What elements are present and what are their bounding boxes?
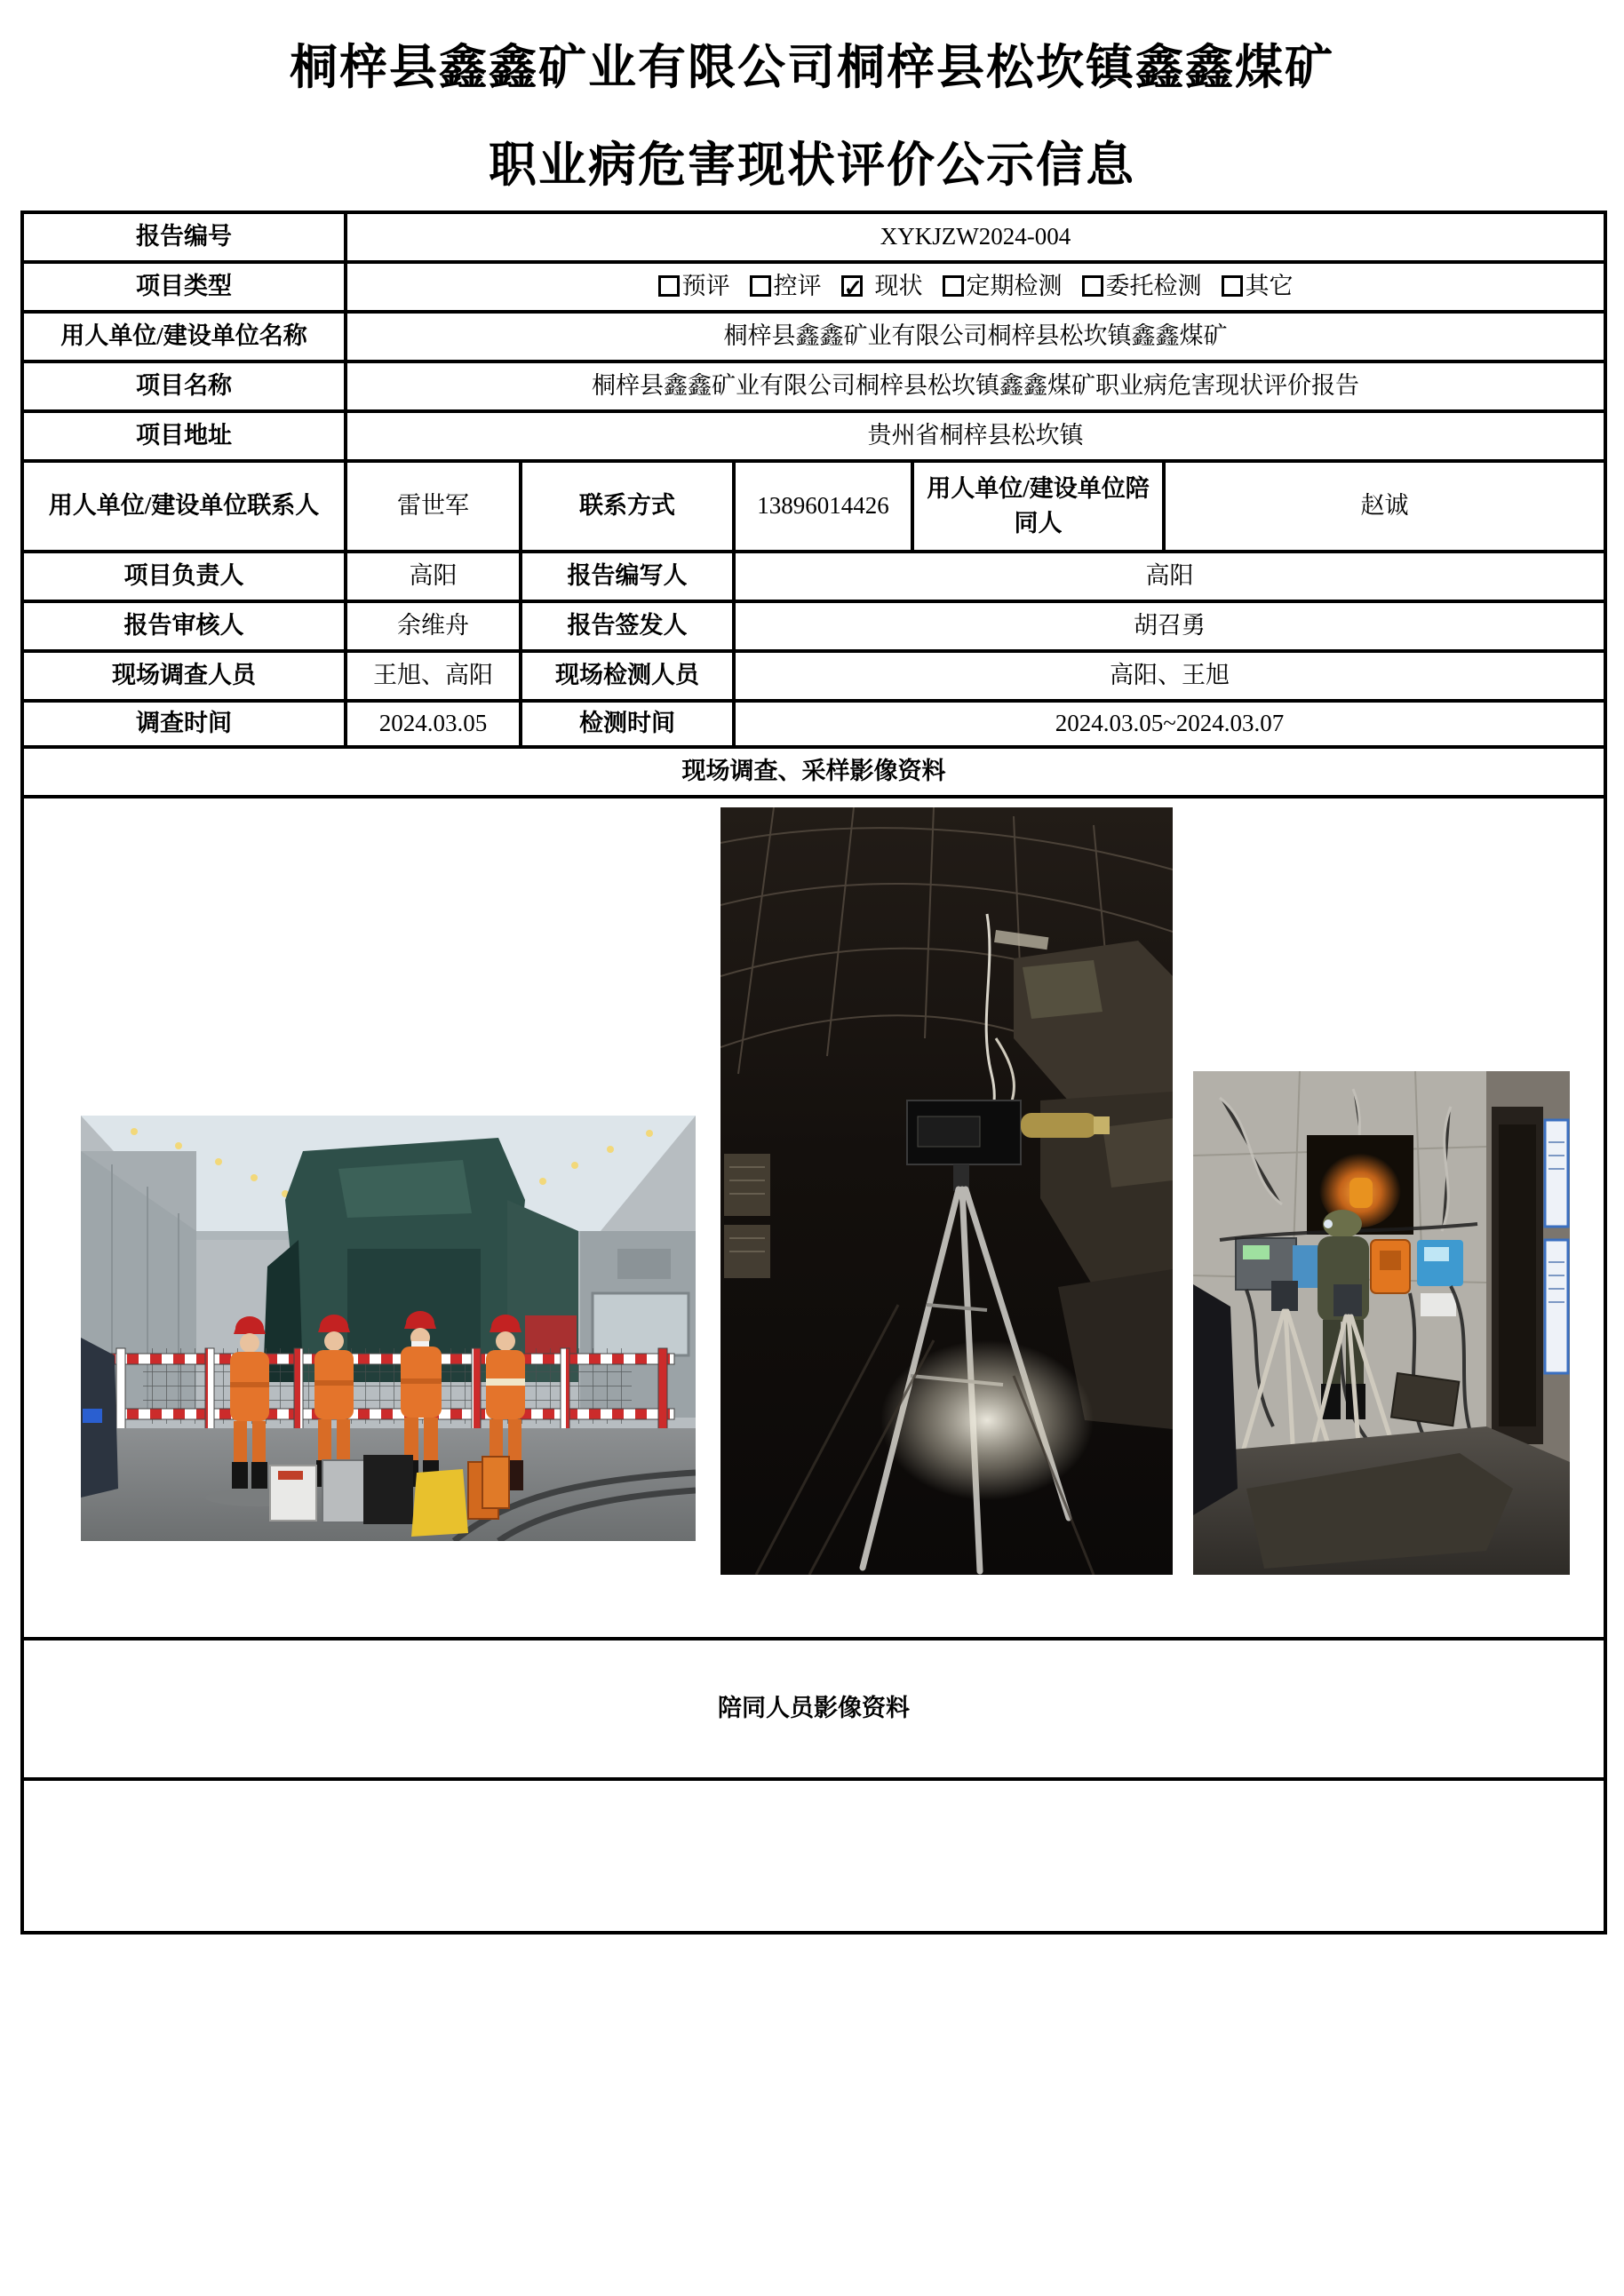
project-type-option — [943, 269, 1063, 304]
media-section-header: 现场调查、采样影像资料 — [22, 747, 1605, 797]
checkbox-icon[interactable] — [841, 275, 863, 297]
test-time-label: 检测时间 — [521, 701, 734, 747]
table-row — [22, 701, 1605, 747]
project-type-options — [346, 262, 1605, 312]
table-row — [22, 312, 1605, 361]
table-row — [22, 1779, 1605, 1933]
title-line-1: 桐梓县鑫鑫矿业有限公司桐梓县松坎镇鑫鑫煤矿 — [290, 41, 1334, 94]
site-test-staff-value: 高阳、王旭 — [734, 651, 1605, 701]
title-line-2: 职业病危害现状评价公示信息 — [489, 139, 1135, 192]
survey-time-value: 2024.03.05 — [346, 701, 521, 747]
project-address-value: 贵州省桐梓县松坎镇 — [346, 411, 1605, 461]
employer-name-label: 用人单位/建设单位名称 — [22, 312, 346, 361]
report-writer-label: 报告编写人 — [521, 552, 734, 601]
photo-cell — [22, 797, 1605, 1639]
site-test-staff-label: 现场检测人员 — [521, 651, 734, 701]
table-row — [22, 552, 1605, 601]
site-survey-staff-value: 王旭、高阳 — [346, 651, 521, 701]
option-label: 委托检测 — [1105, 273, 1202, 300]
report-reviewer-value: 余维舟 — [346, 601, 521, 651]
report-issuer-label: 报告签发人 — [521, 601, 734, 651]
project-type-option — [841, 269, 923, 304]
escort-label: 用人单位/建设单位陪同人 — [912, 461, 1164, 552]
underground-tunnel-tripod-photo — [720, 807, 1173, 1575]
project-name-label: 项目名称 — [22, 361, 346, 411]
table-row — [22, 601, 1605, 651]
document-title — [0, 25, 1624, 208]
instrument-wall-sampling-photo — [1193, 1071, 1570, 1575]
table-row — [22, 461, 1605, 552]
project-address-label: 项目地址 — [22, 411, 346, 461]
phone-value: 13896014426 — [734, 461, 912, 552]
option-label: 控评 — [773, 273, 822, 300]
project-name-value: 桐梓县鑫鑫矿业有限公司桐梓县松坎镇鑫鑫煤矿职业病危害现状评价报告 — [346, 361, 1605, 411]
contact-value: 雷世军 — [346, 461, 521, 552]
checkbox-icon[interactable] — [750, 275, 771, 297]
table-row — [22, 651, 1605, 701]
site-survey-staff-label: 现场调查人员 — [22, 651, 346, 701]
table-row — [22, 747, 1605, 797]
table-row — [22, 411, 1605, 461]
project-type-option — [1082, 269, 1202, 304]
survey-time-label: 调查时间 — [22, 701, 346, 747]
report-issuer-value: 胡召勇 — [734, 601, 1605, 651]
checkbox-icon[interactable] — [658, 275, 680, 297]
table-row — [22, 1639, 1605, 1779]
report-writer-value: 高阳 — [734, 552, 1605, 601]
checkbox-icon[interactable] — [1222, 275, 1243, 297]
project-type-option — [750, 269, 822, 304]
project-type-option — [1222, 269, 1294, 304]
phone-label: 联系方式 — [521, 461, 734, 552]
photo-row — [22, 797, 1605, 1639]
table-row — [22, 212, 1605, 262]
project-leader-label: 项目负责人 — [22, 552, 346, 601]
escort-media-section-header: 陪同人员影像资料 — [22, 1639, 1605, 1779]
project-leader-value: 高阳 — [346, 552, 521, 601]
survey-team-photo — [81, 1116, 696, 1541]
option-label: 定期检测 — [966, 273, 1063, 300]
escort-value: 赵诚 — [1164, 461, 1605, 552]
table-row — [22, 262, 1605, 312]
checkbox-icon[interactable] — [1082, 275, 1103, 297]
option-label: 其它 — [1245, 273, 1294, 300]
report-no-value: XYKJZW2024-004 — [346, 212, 1605, 262]
test-time-value: 2024.03.05~2024.03.07 — [734, 701, 1605, 747]
checkbox-icon[interactable] — [943, 275, 964, 297]
option-label: 现状 — [874, 273, 923, 300]
empty-cell — [22, 1779, 1605, 1933]
report-reviewer-label: 报告审核人 — [22, 601, 346, 651]
project-type-option — [658, 269, 730, 304]
table-row — [22, 361, 1605, 411]
notice-info-table — [20, 211, 1607, 1935]
employer-name-value: 桐梓县鑫鑫矿业有限公司桐梓县松坎镇鑫鑫煤矿 — [346, 312, 1605, 361]
contact-label: 用人单位/建设单位联系人 — [22, 461, 346, 552]
report-no-label: 报告编号 — [22, 212, 346, 262]
option-label: 预评 — [681, 273, 730, 300]
project-type-label: 项目类型 — [22, 262, 346, 312]
